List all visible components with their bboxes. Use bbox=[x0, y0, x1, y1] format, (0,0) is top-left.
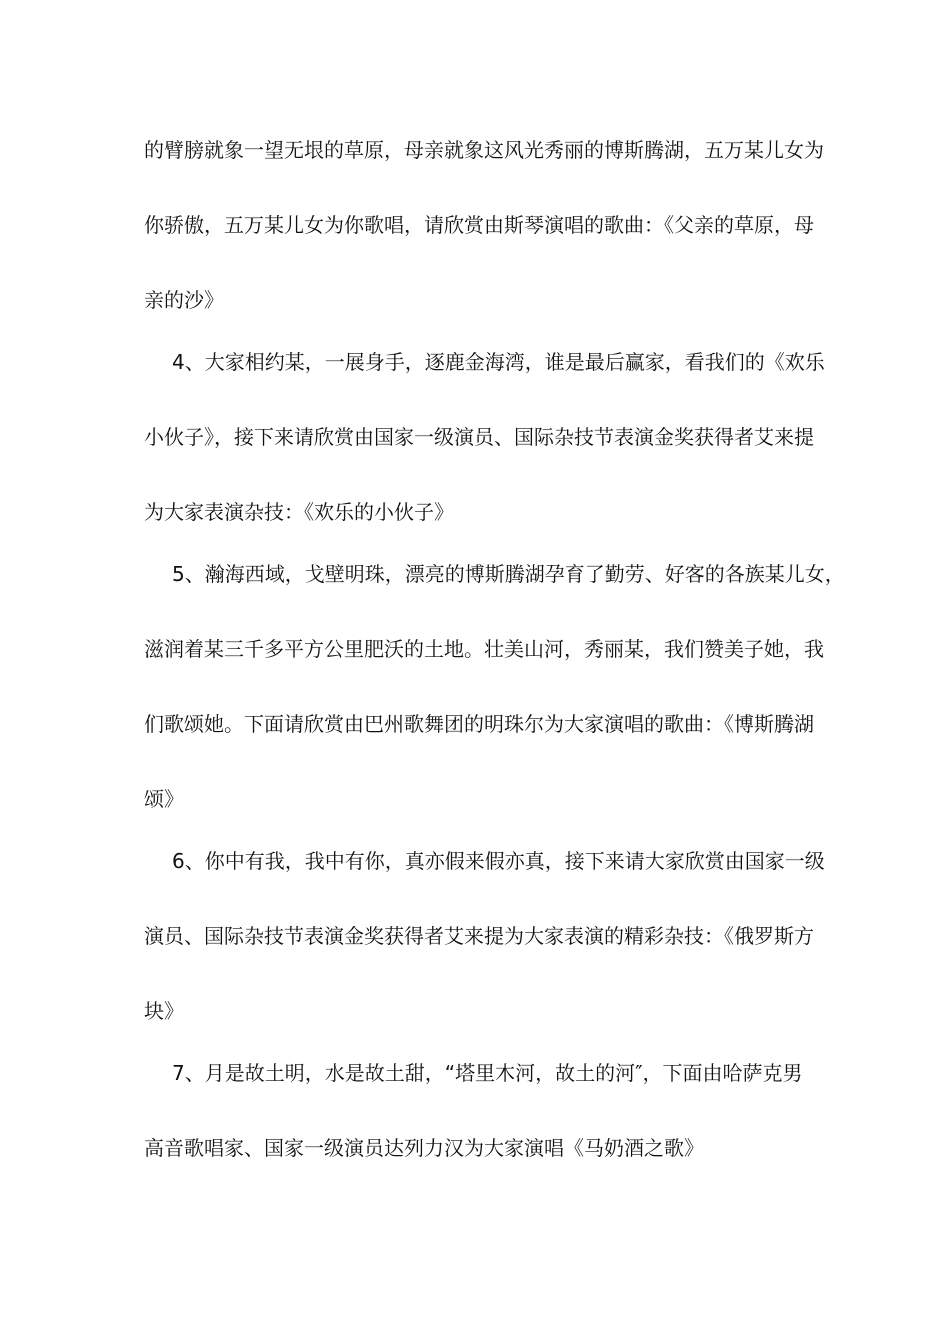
text-line: 小伙子》，接下来请欣赏由国家一级演员、国际杂技节表演金奖获得者艾来提 bbox=[144, 425, 814, 449]
paragraph-7-start: 7、月是故土明，水是故土甜，“塔里木河，故土的河″，下面由哈萨克男 bbox=[172, 1061, 803, 1085]
paragraph-4-start: 4、大家相约某，一展身手，逐鹿金海湾，谁是最后赢家，看我们的《欢乐 bbox=[172, 350, 825, 374]
text-line: 滋润着某三千多平方公里肥沃的土地。壮美山河，秀丽某，我们赞美子她，我 bbox=[144, 637, 824, 661]
text-line: 高音歌唱家、国家一级演员达列力汉为大家演唱《马奶酒之歌》 bbox=[144, 1136, 704, 1160]
paragraph-6-start: 6、你中有我，我中有你，真亦假来假亦真，接下来请大家欣赏由国家一级 bbox=[172, 849, 825, 873]
text-line: 亲的沙》 bbox=[144, 288, 224, 312]
text-line: 颂》 bbox=[144, 787, 184, 811]
text-line: 为大家表演杂技：《欢乐的小伙子》 bbox=[144, 500, 454, 524]
text-line: 你骄傲，五万某儿女为你歌唱，请欣赏由斯琴演唱的歌曲：《父亲的草原，母 bbox=[144, 213, 814, 237]
text-line: 的臂膀就象一望无垠的草原，母亲就象这风光秀丽的博斯腾湖，五万某儿女为 bbox=[144, 138, 824, 162]
text-line: 演员、国际杂技节表演金奖获得者艾来提为大家表演的精彩杂技：《俄罗斯方 bbox=[144, 924, 814, 948]
paragraph-5-start: 5、瀚海西域，戈壁明珠，漂亮的博斯腾湖孕育了勤劳、好客的各族某儿女， bbox=[172, 562, 845, 586]
text-line: 们歌颂她。下面请欣赏由巴州歌舞团的明珠尔为大家演唱的歌曲：《博斯腾湖 bbox=[144, 712, 814, 736]
text-line: 块》 bbox=[144, 999, 184, 1023]
